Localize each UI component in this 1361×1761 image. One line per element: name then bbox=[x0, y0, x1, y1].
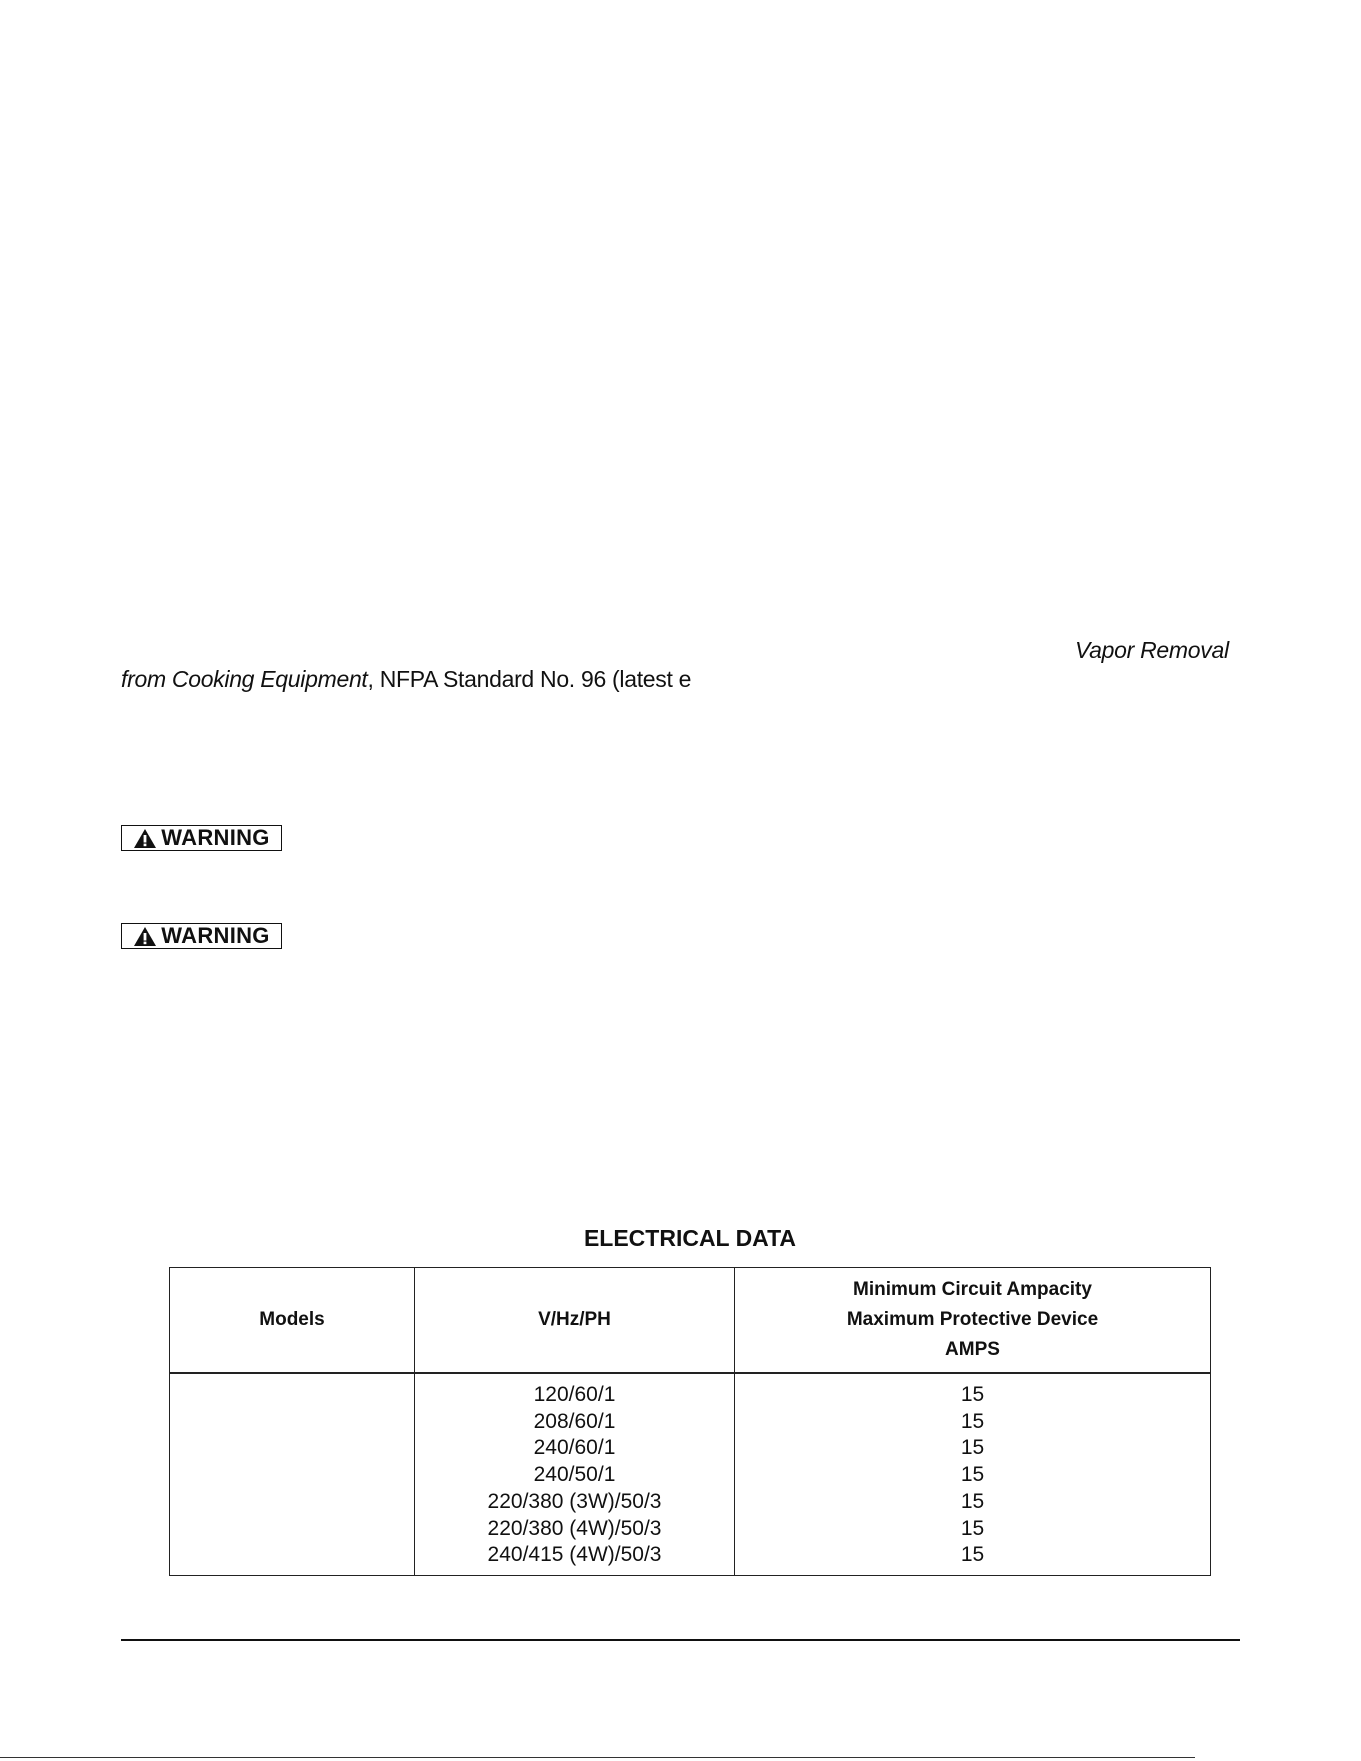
text-fragment-nfpa-standard: , NFPA Standard No. 96 (latest e bbox=[367, 666, 692, 692]
warning-badge bbox=[121, 825, 282, 851]
header-vhzph: V/Hz/PH bbox=[415, 1268, 735, 1374]
warning-badge bbox=[121, 923, 282, 949]
warning-triangle-icon bbox=[133, 926, 157, 947]
vhzph-value: 120/60/1 bbox=[533, 1383, 616, 1406]
text-fragment-cooking-equipment: from Cooking Equipment bbox=[121, 666, 368, 692]
table-header-row bbox=[170, 1268, 1211, 1374]
electrical-data-title: ELECTRICAL DATA bbox=[583, 1225, 797, 1251]
text-fragment-vapor-removal: Vapor Removal bbox=[1075, 637, 1229, 663]
vhzph-value: 220/380 (4W)/50/3 bbox=[487, 1516, 662, 1540]
amps-value: 15 bbox=[960, 1383, 985, 1406]
amps-value: 15 bbox=[960, 1436, 985, 1460]
amps-cell bbox=[735, 1373, 1211, 1575]
models-cell bbox=[170, 1373, 415, 1575]
amps-value: 15 bbox=[960, 1489, 985, 1513]
header-amps bbox=[735, 1268, 1211, 1374]
warning-label: WARNING bbox=[161, 923, 270, 948]
header-models: Models bbox=[170, 1268, 415, 1374]
amps-value: 15 bbox=[960, 1543, 985, 1567]
vhzph-value: 240/60/1 bbox=[533, 1436, 616, 1460]
vhzph-cell bbox=[415, 1373, 735, 1575]
header-amps-line: Minimum Circuit Ampacity bbox=[853, 1279, 1092, 1300]
text-fragment-nfpa-line bbox=[121, 666, 691, 693]
amps-value: 15 bbox=[960, 1463, 985, 1487]
header-amps-line: AMPS bbox=[945, 1339, 1000, 1360]
vhzph-value: 240/415 (4W)/50/3 bbox=[487, 1543, 662, 1567]
vhzph-value: 220/380 (3W)/50/3 bbox=[487, 1489, 662, 1513]
electrical-data-table bbox=[169, 1267, 1211, 1576]
header-amps-line: Maximum Protective Device bbox=[846, 1309, 1099, 1330]
vhzph-value: 208/60/1 bbox=[533, 1409, 616, 1433]
bottom-edge-line bbox=[0, 1757, 1195, 1758]
vhzph-value: 240/50/1 bbox=[533, 1463, 616, 1487]
warning-triangle-icon bbox=[133, 828, 157, 849]
amps-value: 15 bbox=[960, 1516, 985, 1540]
amps-value: 15 bbox=[960, 1409, 985, 1433]
table-row bbox=[170, 1373, 1211, 1575]
warning-label: WARNING bbox=[161, 825, 270, 850]
footer-rule bbox=[121, 1639, 1240, 1641]
